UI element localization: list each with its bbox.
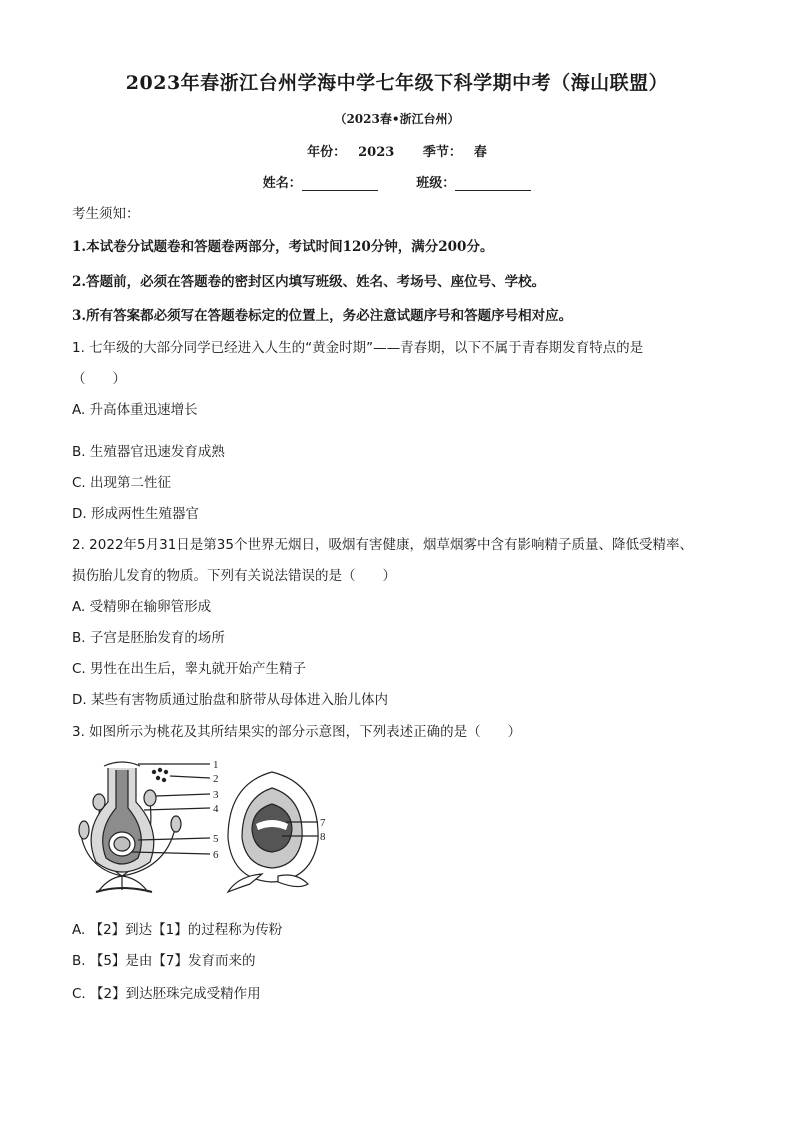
year-label: 年份： [307,145,347,160]
question-3-option-b[interactable]: B. 【5】是由【7】发育而来的 [72,953,256,969]
figure-label-1: 1 [213,759,219,771]
season-value: 春 [473,145,487,160]
page-subtitle: （2023春•浙江台州） [334,112,460,126]
question-1-option-b[interactable]: B. 生殖器官迅速发育成熟 [72,444,225,460]
figure-label-7: 7 [320,817,326,829]
question-2-option-b[interactable]: B. 子宫是胚胎发育的场所 [72,630,225,646]
notice-heading: 考生须知： [72,206,140,222]
question-1-option-d[interactable]: D. 形成两性生殖器官 [72,506,199,522]
question-3-option-a[interactable]: A. 【2】到达【1】的过程称为传粉 [72,922,283,938]
question-2-stem-cont: 损伤胎儿发育的物质。下列有关说法错误的是（ ） [72,568,396,584]
question-1-option-c[interactable]: C. 出现第二性征 [72,475,172,491]
question-2-option-c[interactable]: C. 男性在出生后，睾丸就开始产生精子 [72,661,307,677]
class-label: 班级： [416,176,456,191]
notice-item-3: 3.所有答案都必须写在答题卷标定的位置上，务必注意试题序号和答题序号相对应。 [72,308,573,324]
figure-label-3: 3 [213,789,219,801]
peach-fruit-drawing [228,772,318,892]
name-blank[interactable] [302,176,378,191]
figure-label-4: 4 [213,803,219,815]
page-title: 2023年春浙江台州学海中学七年级下科学期中考（海山联盟） [125,72,669,94]
class-blank[interactable] [455,176,531,191]
figure-label-6: 6 [213,849,219,861]
notice-item-1: 1.本试卷分试题卷和答题卷两部分，考试时间120分钟，满分200分。 [72,239,494,255]
figure-label-8: 8 [320,831,326,843]
question-2-stem: 2. 2022年5月31日是第35个世界无烟日，吸烟有害健康，烟草烟雾中含有影响精子质量、降低受精率、 [72,537,693,553]
question-3-option-c[interactable]: C. 【2】到达胚珠完成受精作用 [72,986,261,1002]
question-2-option-d[interactable]: D. 某些有害物质通过胎盘和脐带从母体进入胎儿体内 [72,692,388,708]
peach-flower-fruit-figure [72,758,332,898]
name-label: 姓名： [262,176,302,191]
figure-label-2: 2 [213,773,219,785]
question-1-bracket: （ ） [72,371,126,387]
student-fields [0,172,794,191]
question-3-stem: 3. 如图所示为桃花及其所结果实的部分示意图，下列表述正确的是（ ） [72,724,522,740]
exam-meta [0,141,794,160]
figure-label-5: 5 [213,833,219,845]
question-1-stem: 1. 七年级的大部分同学已经进入人生的“黄金时期”——青春期，以下不属于青春期发育特点的是 [72,340,644,356]
year-value: 2023 [358,145,395,160]
question-2-option-a[interactable]: A. 受精卵在输卵管形成 [72,599,212,615]
peach-flower-drawing [79,762,210,892]
notice-item-2: 2.答题前，必须在答题卷的密封区内填写班级、姓名、考场号、座位号、学校。 [72,274,546,290]
question-1-option-a[interactable]: A. 升高体重迅速增长 [72,402,198,418]
season-label: 季节： [422,145,462,160]
